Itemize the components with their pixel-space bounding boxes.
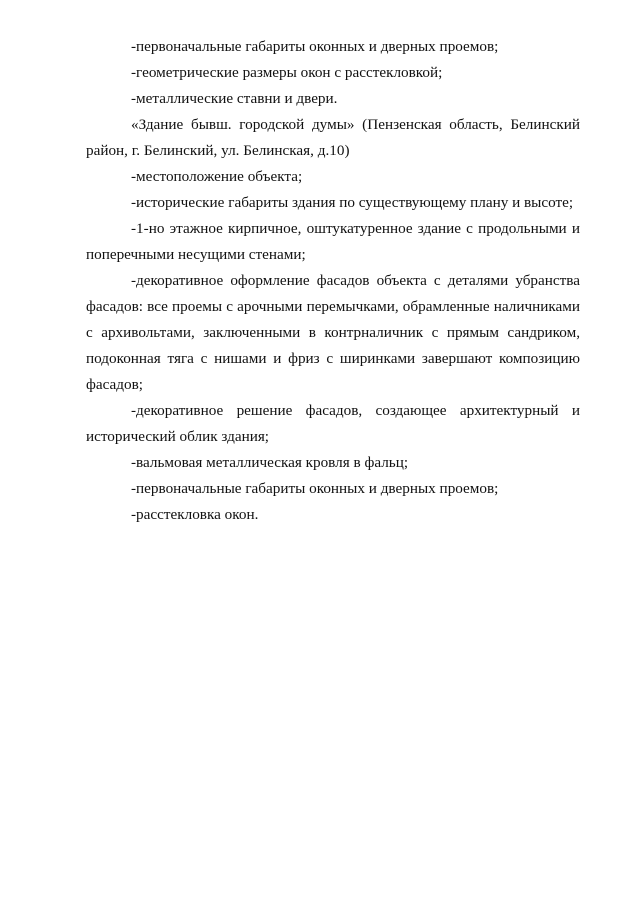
paragraph-decorative-facade-solution: -декоративное решение фасадов, создающее архитектурный и исторический облик здания; bbox=[86, 402, 580, 445]
document-page bbox=[86, 34, 580, 528]
paragraph-object-location: -местоположение объекта; bbox=[131, 168, 303, 185]
paragraph-building-title: «Здание бывш. городской думы» (Пензенская область, Белинский район, г. Белинский, ул. Белинская, д.10) bbox=[86, 116, 580, 159]
paragraph-one-storey-brick-building: -1-но этажное кирпичное, оштукатуренное здание с продольными и поперечными несущими стенами; bbox=[86, 220, 580, 263]
paragraph-historic-dimensions: -исторические габариты здания по существующему плану и высоте; bbox=[131, 194, 574, 211]
paragraph-original-window-door-dimensions-2: -первоначальные габариты оконных и дверных проемов; bbox=[131, 480, 499, 497]
paragraph-facade-decoration: -декоративное оформление фасадов объекта с деталями убранства фасадов: все проемы с арочными перемычками, обрамленные наличниками с архивольтами, заключенными в контрналичник с прямым сандриком, подоконная тяга с нишами и фриз с ширинками завершают композицию фасадов; bbox=[86, 272, 580, 393]
paragraph-hip-metal-roof: -вальмовая металлическая кровля в фальц; bbox=[131, 454, 409, 471]
paragraph-window-geometry: -геометрические размеры окон с расстекловкой; bbox=[131, 64, 443, 81]
paragraph-metal-shutters-doors: -металлические ставни и двери. bbox=[131, 90, 338, 107]
paragraph-original-window-door-dimensions: -первоначальные габариты оконных и дверных проемов; bbox=[131, 38, 499, 55]
paragraph-window-glazing: -расстекловка окон. bbox=[131, 506, 259, 523]
